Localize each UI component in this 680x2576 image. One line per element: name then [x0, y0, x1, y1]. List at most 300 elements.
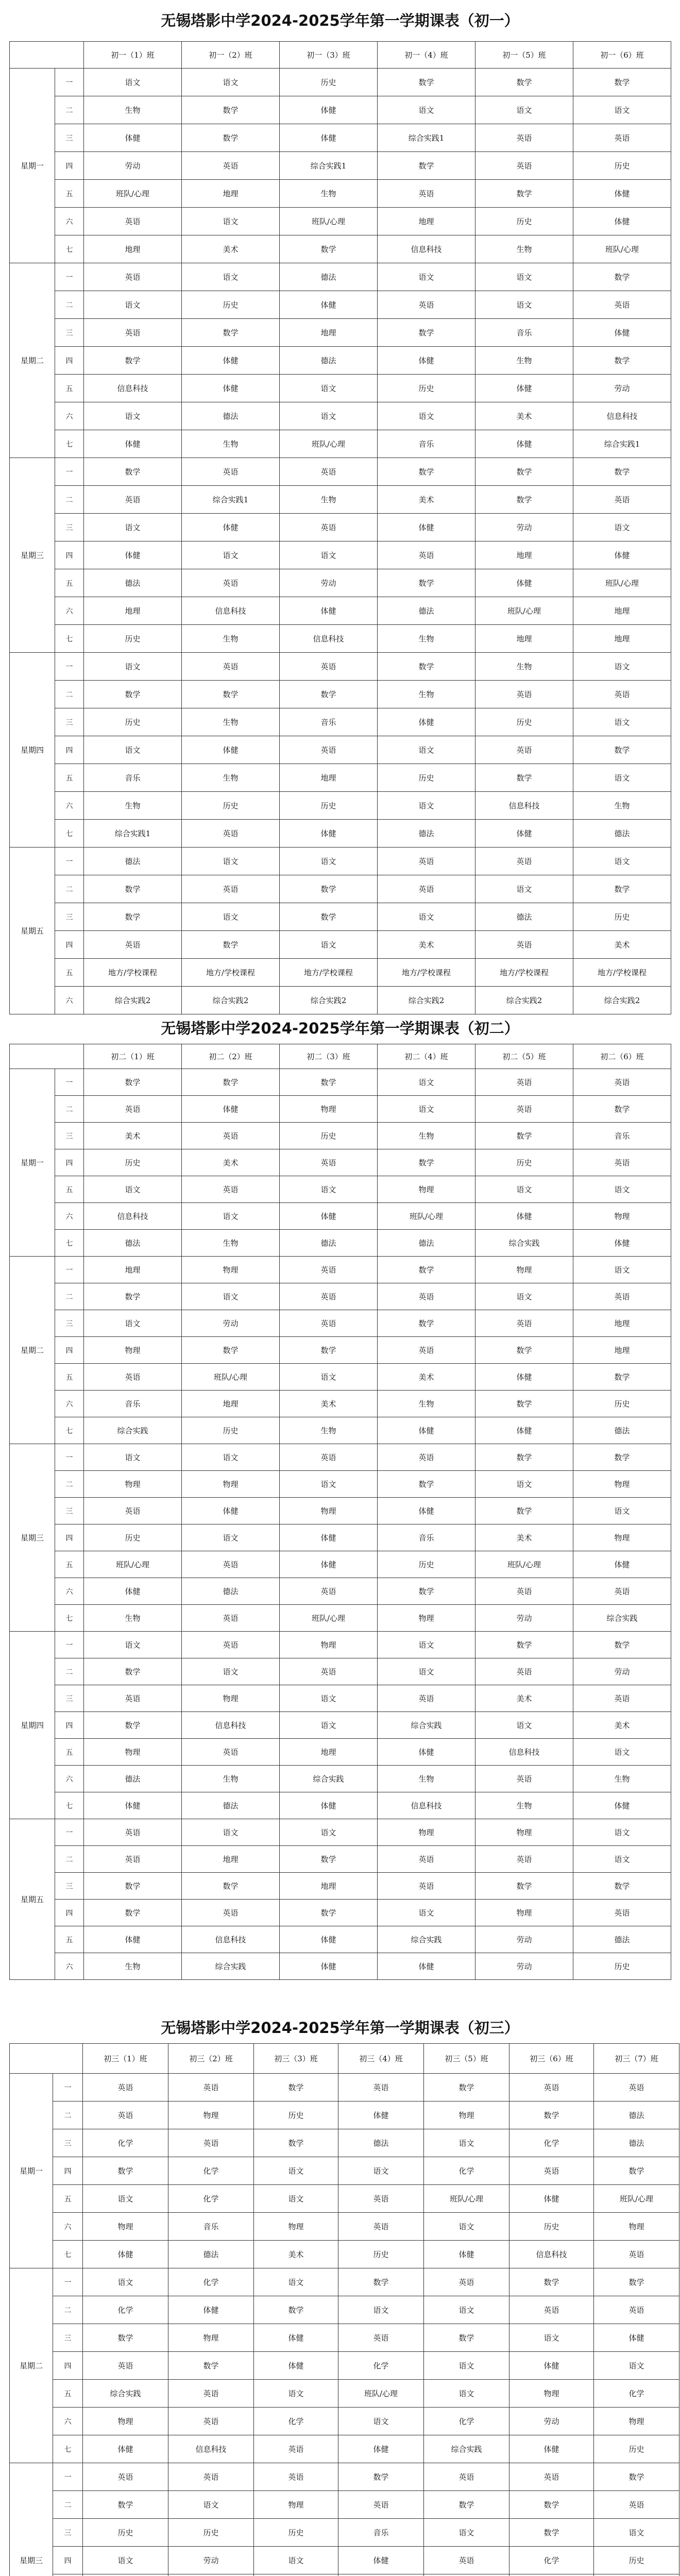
subject-cell: 英语	[573, 291, 671, 319]
subject-cell: 体健	[509, 2185, 594, 2213]
subject-cell	[509, 2574, 594, 2576]
subject-cell: 体健	[378, 347, 475, 375]
subject-cell: 班队/心理	[378, 1203, 475, 1230]
subject-cell: 历史	[280, 1123, 378, 1149]
subject-cell: 英语	[573, 1900, 671, 1926]
subject-cell: 语文	[378, 1900, 475, 1926]
subject-cell: 生物	[84, 1605, 182, 1632]
period-number: 二	[55, 291, 84, 319]
subject-cell: 体健	[83, 2241, 168, 2268]
subject-cell: 英语	[83, 2352, 168, 2380]
period-number: 七	[55, 430, 84, 458]
table-row	[10, 903, 671, 931]
subject-cell: 数学	[84, 875, 182, 903]
subject-cell: 生物	[182, 1230, 280, 1257]
subject-cell: 语文	[378, 263, 475, 291]
subject-cell: 劳动	[509, 2408, 594, 2435]
header-row	[10, 2044, 679, 2074]
table-row	[10, 1819, 671, 1846]
subject-cell: 德法	[280, 1230, 378, 1257]
subject-cell: 语文	[182, 263, 280, 291]
table-row	[10, 402, 671, 430]
subject-cell: 语文	[378, 792, 475, 820]
table-row	[10, 2352, 679, 2380]
subject-cell: 语文	[182, 1819, 280, 1846]
subject-cell: 美术	[182, 1149, 280, 1176]
subject-cell: 体健	[573, 1230, 671, 1257]
subject-cell: 体健	[509, 2435, 594, 2463]
subject-cell: 英语	[424, 2463, 509, 2491]
subject-cell: 英语	[378, 875, 475, 903]
subject-cell: 英语	[475, 1069, 573, 1096]
subject-cell: 物理	[83, 2408, 168, 2435]
period-number: 三	[55, 1873, 84, 1900]
table-row	[10, 2463, 679, 2491]
subject-cell: 语文	[254, 2157, 338, 2185]
subject-cell: 生物	[475, 235, 573, 263]
subject-cell: 生物	[84, 792, 182, 820]
subject-cell: 音乐	[573, 1123, 671, 1149]
schedule-title: 无锡塔影中学2024-2025学年第一学期课表（初一）	[161, 12, 519, 29]
subject-cell: 班队/心理	[84, 1551, 182, 1578]
period-number: 四	[55, 347, 84, 375]
timetable	[9, 1044, 671, 1980]
subject-cell: 英语	[475, 1766, 573, 1792]
subject-cell: 劳动	[280, 569, 378, 597]
subject-cell: 物理	[378, 1819, 475, 1846]
subject-cell: 班队/心理	[594, 2185, 679, 2213]
subject-cell: 班队/心理	[424, 2185, 509, 2213]
subject-cell: 历史	[475, 1149, 573, 1176]
class-header: 初一（3）班	[280, 42, 378, 69]
table-row	[10, 1658, 671, 1685]
subject-cell: 物理	[378, 1605, 475, 1632]
period-number: 一	[55, 458, 84, 486]
table-row	[10, 848, 671, 875]
subject-cell: 班队/心理	[280, 208, 378, 235]
class-header: 初一（4）班	[378, 42, 475, 69]
subject-cell: 英语	[182, 1605, 280, 1632]
subject-cell: 体健	[182, 347, 280, 375]
subject-cell: 化学	[83, 2129, 168, 2157]
table-row	[10, 235, 671, 263]
subject-cell: 数学	[475, 1873, 573, 1900]
subject-cell: 数学	[475, 1123, 573, 1149]
subject-cell: 英语	[182, 1632, 280, 1658]
subject-cell: 语文	[573, 514, 671, 541]
subject-cell: 语文	[84, 1444, 182, 1471]
subject-cell: 历史	[573, 1391, 671, 1417]
subject-cell: 地理	[182, 1846, 280, 1873]
subject-cell: 劳动	[573, 375, 671, 402]
period-number: 六	[55, 208, 84, 235]
subject-cell: 数学	[475, 486, 573, 514]
day-label: 星期二	[10, 1257, 55, 1444]
subject-cell: 英语	[280, 653, 378, 681]
subject-cell: 音乐	[378, 1524, 475, 1551]
subject-cell: 生物	[475, 347, 573, 375]
subject-cell: 美术	[475, 1685, 573, 1712]
table-row	[10, 1551, 671, 1578]
subject-cell: 历史	[573, 1953, 671, 1980]
subject-cell: 体健	[168, 2296, 254, 2324]
subject-cell: 综合实践2	[573, 987, 671, 1014]
subject-cell: 英语	[84, 1498, 182, 1524]
subject-cell: 英语	[182, 653, 280, 681]
subject-cell: 生物	[84, 96, 182, 124]
subject-cell: 劳动	[475, 1953, 573, 1980]
subject-cell: 语文	[573, 1846, 671, 1873]
subject-cell: 英语	[509, 2296, 594, 2324]
subject-cell: 数学	[182, 931, 280, 959]
subject-cell: 生物	[182, 708, 280, 736]
class-header: 初一（2）班	[182, 42, 280, 69]
subject-cell: 生物	[182, 430, 280, 458]
table-row	[10, 263, 671, 291]
subject-cell: 美术	[573, 931, 671, 959]
subject-cell: 体健	[378, 514, 475, 541]
subject-cell: 英语	[338, 2185, 424, 2213]
table-row	[10, 1632, 671, 1658]
subject-cell: 数学	[182, 319, 280, 347]
subject-cell: 综合实践	[83, 2380, 168, 2408]
table-row	[10, 319, 671, 347]
subject-cell: 语文	[475, 1712, 573, 1739]
day-label: 星期三	[10, 458, 55, 653]
subject-cell: 英语	[378, 180, 475, 208]
period-number: 一	[55, 848, 84, 875]
subject-cell: 英语	[475, 1658, 573, 1685]
subject-cell: 生物	[378, 681, 475, 708]
subject-cell: 地理	[280, 319, 378, 347]
subject-cell: 德法	[84, 848, 182, 875]
subject-cell: 语文	[475, 1471, 573, 1498]
period-number: 二	[55, 875, 84, 903]
day-label: 星期五	[10, 848, 55, 1014]
subject-cell: 数学	[573, 1096, 671, 1123]
table-row	[10, 375, 671, 402]
subject-cell: 综合实践1	[182, 486, 280, 514]
subject-cell: 数学	[168, 2352, 254, 2380]
class-header: 初三（7）班	[594, 2044, 679, 2074]
subject-cell: 语文	[573, 1819, 671, 1846]
subject-cell: 语文	[83, 2547, 168, 2574]
subject-cell: 信息科技	[378, 1792, 475, 1819]
subject-cell: 数学	[475, 1444, 573, 1471]
subject-cell: 德法	[378, 597, 475, 625]
table-row	[10, 2408, 679, 2435]
subject-cell: 物理	[83, 2213, 168, 2241]
subject-cell: 英语	[378, 291, 475, 319]
period-number: 六	[53, 2213, 83, 2241]
subject-cell: 劳动	[84, 152, 182, 180]
period-number: 六	[53, 2408, 83, 2435]
subject-cell: 生物	[378, 1391, 475, 1417]
period-number: 二	[55, 1471, 84, 1498]
subject-cell: 美术	[378, 486, 475, 514]
period-number: 七	[55, 1792, 84, 1819]
subject-cell: 地理	[182, 180, 280, 208]
table-row	[10, 792, 671, 820]
subject-cell: 体健	[378, 1417, 475, 1444]
subject-cell: 地理	[84, 235, 182, 263]
subject-cell: 语文	[182, 1444, 280, 1471]
subject-cell: 体健	[84, 1792, 182, 1819]
subject-cell: 语文	[280, 1176, 378, 1203]
period-number: 六	[55, 987, 84, 1014]
subject-cell: 体健	[280, 1551, 378, 1578]
subject-cell: 历史	[378, 764, 475, 792]
table-row	[10, 2213, 679, 2241]
table-row	[10, 1283, 671, 1310]
subject-cell: 数学	[475, 1632, 573, 1658]
subject-cell: 历史	[573, 152, 671, 180]
subject-cell: 英语	[594, 2241, 679, 2268]
subject-cell: 语文	[84, 514, 182, 541]
subject-cell: 数学	[182, 1069, 280, 1096]
period-number: 三	[55, 903, 84, 931]
subject-cell: 劳动	[475, 1605, 573, 1632]
subject-cell: 语文	[424, 2352, 509, 2380]
table-row	[10, 514, 671, 541]
subject-cell: 体健	[280, 1953, 378, 1980]
subject-cell: 美术	[280, 1391, 378, 1417]
period-number: 三	[53, 2129, 83, 2157]
table-row	[10, 486, 671, 514]
period-number: 五	[53, 2380, 83, 2408]
subject-cell: 德法	[84, 1230, 182, 1257]
subject-cell: 数学	[378, 653, 475, 681]
table-row	[10, 1230, 671, 1257]
subject-cell: 语文	[424, 2213, 509, 2241]
table-row	[10, 1391, 671, 1417]
subject-cell	[338, 2574, 424, 2576]
subject-cell: 英语	[182, 152, 280, 180]
subject-cell: 英语	[84, 1685, 182, 1712]
subject-cell: 体健	[573, 208, 671, 235]
subject-cell: 英语	[475, 124, 573, 152]
subject-cell: 英语	[475, 152, 573, 180]
subject-cell: 语文	[573, 848, 671, 875]
period-number: 七	[55, 820, 84, 848]
subject-cell: 物理	[168, 2102, 254, 2129]
subject-cell: 地理	[182, 1391, 280, 1417]
subject-cell: 数学	[182, 1337, 280, 1364]
subject-cell: 历史	[83, 2519, 168, 2547]
period-number: 七	[55, 235, 84, 263]
subject-cell: 英语	[280, 1658, 378, 1685]
subject-cell: 英语	[280, 458, 378, 486]
period-number: 七	[55, 625, 84, 653]
subject-cell: 语文	[338, 2296, 424, 2324]
table-row	[10, 1203, 671, 1230]
subject-cell: 语文	[182, 1283, 280, 1310]
class-header: 初二（1）班	[84, 1044, 182, 1069]
subject-cell: 物理	[424, 2102, 509, 2129]
period-number: 七	[53, 2435, 83, 2463]
subject-cell: 英语	[280, 1149, 378, 1176]
subject-cell: 体健	[378, 1953, 475, 1980]
subject-cell: 历史	[378, 375, 475, 402]
subject-cell: 英语	[573, 486, 671, 514]
period-number: 四	[53, 2352, 83, 2380]
subject-cell: 综合实践	[182, 1953, 280, 1980]
period-number: 三	[55, 1310, 84, 1337]
subject-cell: 语文	[378, 1658, 475, 1685]
schedule-grade-1	[0, 9, 680, 1005]
subject-cell: 历史	[84, 1149, 182, 1176]
subject-cell: 化学	[83, 2296, 168, 2324]
period-number: 四	[55, 1524, 84, 1551]
subject-cell: 体健	[280, 1926, 378, 1953]
subject-cell: 英语	[168, 2463, 254, 2491]
subject-cell: 音乐	[378, 430, 475, 458]
subject-cell: 英语	[254, 2435, 338, 2463]
subject-cell: 语文	[254, 2547, 338, 2574]
period-number: 六	[55, 1391, 84, 1417]
subject-cell: 数学	[182, 681, 280, 708]
subject-cell: 生物	[378, 1766, 475, 1792]
table-row	[10, 2574, 679, 2576]
subject-cell: 语文	[83, 2268, 168, 2296]
subject-cell: 综合实践2	[182, 987, 280, 1014]
subject-cell: 英语	[338, 2074, 424, 2102]
subject-cell: 语文	[338, 2408, 424, 2435]
subject-cell: 数学	[84, 1712, 182, 1739]
table-row	[10, 1176, 671, 1203]
period-number: 七	[55, 1605, 84, 1632]
class-header: 初三（6）班	[509, 2044, 594, 2074]
subject-cell: 英语	[573, 1149, 671, 1176]
subject-cell: 数学	[83, 2324, 168, 2352]
period-number: 一	[55, 1819, 84, 1846]
subject-cell: 地理	[475, 625, 573, 653]
subject-cell: 物理	[84, 1739, 182, 1766]
subject-cell: 英语	[182, 458, 280, 486]
subject-cell: 体健	[280, 1524, 378, 1551]
subject-cell: 数学	[338, 2463, 424, 2491]
subject-cell: 物理	[573, 1524, 671, 1551]
subject-cell: 班队/心理	[280, 1605, 378, 1632]
subject-cell: 历史	[84, 625, 182, 653]
day-label: 星期二	[10, 2268, 53, 2463]
subject-cell: 数学	[280, 1337, 378, 1364]
subject-cell: 信息科技	[573, 402, 671, 430]
day-label: 星期四	[10, 1632, 55, 1819]
subject-cell: 物理	[378, 1176, 475, 1203]
subject-cell: 英语	[378, 541, 475, 569]
subject-cell: 物理	[182, 1257, 280, 1283]
period-number: 二	[55, 1846, 84, 1873]
subject-cell: 语文	[84, 736, 182, 764]
subject-cell: 地方/学校课程	[84, 959, 182, 987]
table-row	[10, 69, 671, 96]
subject-cell: 班队/心理	[182, 1364, 280, 1391]
period-number: 二	[53, 2491, 83, 2519]
period-number: 二	[53, 2296, 83, 2324]
table-row	[10, 1739, 671, 1766]
subject-cell: 信息科技	[280, 625, 378, 653]
subject-cell	[168, 2574, 254, 2576]
subject-cell: 数学	[509, 2102, 594, 2129]
period-number: 五	[55, 959, 84, 987]
day-label: 星期一	[10, 1069, 55, 1257]
table-row	[10, 152, 671, 180]
period-number: 七	[55, 1230, 84, 1257]
subject-cell: 综合实践1	[378, 124, 475, 152]
table-row	[10, 569, 671, 597]
subject-cell: 英语	[280, 514, 378, 541]
table-row	[10, 1149, 671, 1176]
subject-cell: 物理	[594, 2213, 679, 2241]
subject-cell: 综合实践	[573, 1605, 671, 1632]
subject-cell: 班队/心理	[475, 1551, 573, 1578]
period-number: 一	[55, 1257, 84, 1283]
subject-cell: 语文	[475, 263, 573, 291]
subject-cell: 物理	[280, 1096, 378, 1123]
subject-cell: 数学	[182, 96, 280, 124]
subject-cell: 信息科技	[182, 597, 280, 625]
subject-cell: 历史	[84, 708, 182, 736]
subject-cell: 综合实践	[280, 1766, 378, 1792]
subject-cell: 数学	[378, 319, 475, 347]
subject-cell: 数学	[475, 1337, 573, 1364]
subject-cell: 体健	[84, 1926, 182, 1953]
subject-cell: 英语	[338, 2213, 424, 2241]
subject-cell: 语文	[84, 1632, 182, 1658]
subject-cell: 德法	[378, 1230, 475, 1257]
subject-cell: 物理	[573, 1203, 671, 1230]
subject-cell: 化学	[509, 2129, 594, 2157]
period-number: 四	[53, 2157, 83, 2185]
table-row	[10, 2324, 679, 2352]
period-number: 六	[55, 402, 84, 430]
subject-cell: 语文	[475, 1176, 573, 1203]
table-row	[10, 1926, 671, 1953]
subject-cell: 历史	[594, 2435, 679, 2463]
subject-cell: 体健	[475, 1364, 573, 1391]
period-number: 四	[55, 152, 84, 180]
subject-cell: 数学	[509, 2491, 594, 2519]
class-header: 初一（1）班	[84, 42, 182, 69]
subject-cell: 历史	[254, 2519, 338, 2547]
subject-cell: 英语	[509, 2074, 594, 2102]
subject-cell: 语文	[280, 402, 378, 430]
table-row	[10, 347, 671, 375]
subject-cell: 语文	[594, 2352, 679, 2380]
subject-cell: 英语	[84, 931, 182, 959]
subject-cell: 数学	[280, 875, 378, 903]
subject-cell: 数学	[594, 2268, 679, 2296]
table-row	[10, 2435, 679, 2463]
subject-cell: 体健	[84, 541, 182, 569]
subject-cell: 英语	[338, 2324, 424, 2352]
subject-cell: 生物	[378, 625, 475, 653]
schedule-title: 无锡塔影中学2024-2025学年第一学期课表（初二）	[161, 1020, 519, 1037]
subject-cell: 语文	[84, 1176, 182, 1203]
subject-cell: 历史	[338, 2241, 424, 2268]
period-number: 七	[55, 1417, 84, 1444]
subject-cell: 英语	[573, 124, 671, 152]
subject-cell: 历史	[509, 2213, 594, 2241]
table-row	[10, 736, 671, 764]
period-number: 一	[53, 2463, 83, 2491]
subject-cell: 历史	[84, 1524, 182, 1551]
subject-cell: 语文	[84, 69, 182, 96]
subject-cell: 信息科技	[182, 1712, 280, 1739]
subject-cell: 体健	[280, 1792, 378, 1819]
subject-cell: 体健	[182, 736, 280, 764]
